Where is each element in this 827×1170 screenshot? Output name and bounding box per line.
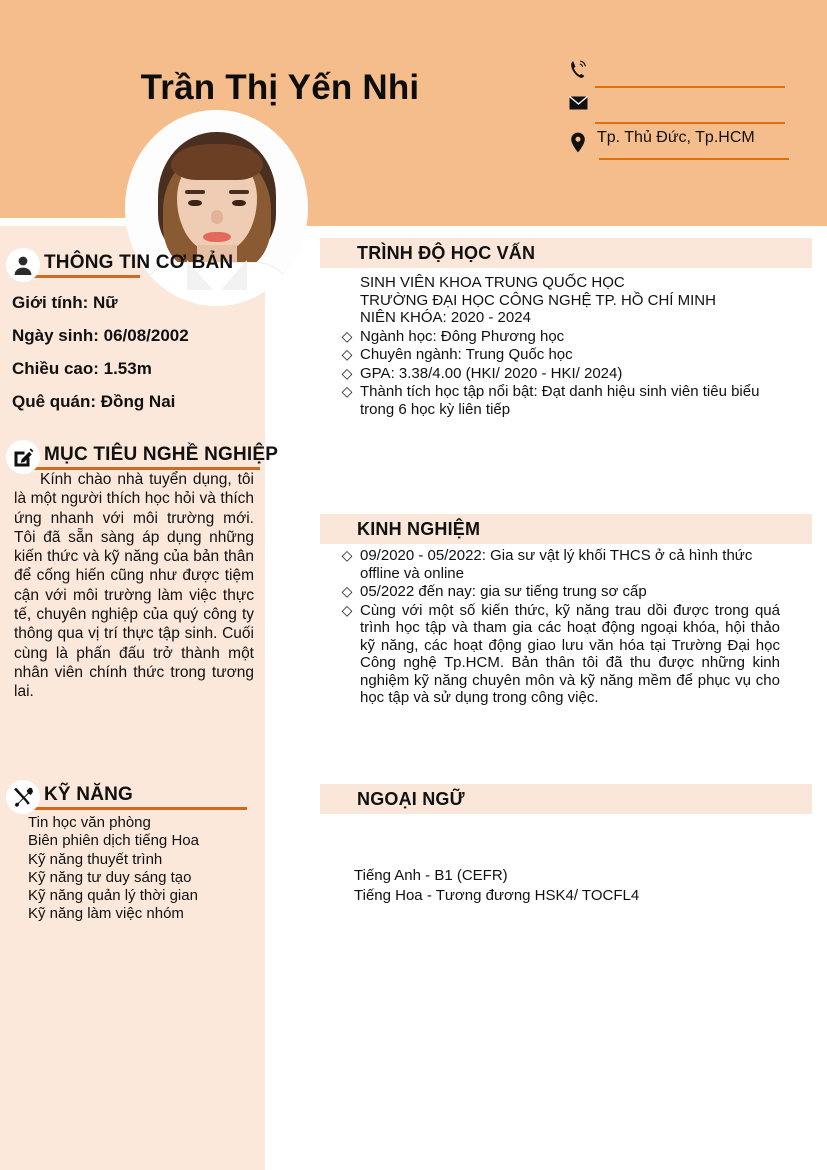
phone-icon — [565, 56, 591, 79]
address-value: Tp. Thủ Đức, Tp.HCM — [597, 129, 755, 146]
education-bullet: Ngành học: Đông Phương học — [360, 327, 565, 345]
person-icon — [6, 248, 40, 282]
list-item — [320, 547, 827, 582]
diamond-bullet-icon: ◇ — [341, 601, 353, 618]
education-bullet: GPA: 3.38/4.00 (HKI/ 2020 - HKI/ 2024) — [360, 364, 623, 382]
diamond-bullet-icon: ◇ — [341, 364, 353, 381]
email-underline — [595, 122, 785, 124]
education-bullet: Chuyên ngành: Trung Quốc học — [360, 346, 573, 363]
education-body — [320, 268, 827, 418]
contact-row-email — [565, 92, 805, 128]
list-item: Biên phiên dịch tiếng Hoa — [28, 832, 199, 850]
address-underline — [599, 158, 789, 160]
list-item: Kỹ năng làm việc nhóm — [28, 905, 184, 923]
section-basic-info — [0, 248, 265, 428]
contact-row-phone — [565, 56, 805, 92]
languages-body — [320, 814, 827, 905]
page-title: Trần Thị Yến Nhi — [140, 68, 420, 107]
list-item: Tiếng Anh - B1 (CEFR) — [354, 867, 508, 884]
list-item — [320, 583, 827, 601]
email-icon — [565, 92, 591, 110]
section-experience — [320, 514, 827, 707]
education-header-bar — [320, 238, 812, 268]
languages-title: NGOẠI NGỮ — [357, 788, 465, 809]
list-item: Tiếng Hoa - Tương đương HSK4/ TOCFL4 — [354, 886, 640, 904]
skills-underline — [28, 807, 247, 810]
education-line: SINH VIÊN KHOA TRUNG QUỐC HỌC — [360, 274, 625, 291]
diamond-bullet-icon: ◇ — [341, 383, 353, 399]
diamond-bullet-icon: ◇ — [341, 583, 353, 599]
list-item — [320, 365, 827, 383]
languages-header-bar — [320, 784, 812, 814]
education-line: NIÊN KHÓA: 2020 - 2024 — [360, 309, 531, 326]
basic-info-list — [12, 286, 262, 418]
section-education — [320, 238, 827, 418]
email-value — [591, 92, 805, 106]
phone-value — [591, 56, 805, 70]
contact-row-address — [565, 128, 805, 164]
list-item — [320, 346, 827, 364]
diamond-bullet-icon: ◇ — [341, 346, 353, 362]
list-item: Giới tính: Nữ — [12, 293, 118, 312]
list-item: Kỹ năng quản lý thời gian — [28, 887, 198, 905]
education-line: TRƯỜNG ĐẠI HỌC CÔNG NGHỆ TP. HỒ CHÍ MINH — [360, 291, 716, 309]
section-skills — [0, 780, 265, 940]
objective-underline — [28, 467, 260, 470]
list-item — [320, 328, 827, 346]
section-languages — [320, 784, 827, 905]
phone-underline — [595, 86, 785, 88]
objective-text: Kính chào nhà tuyển dụng, tôi là một người thích học hỏi và thích ứng nhanh với môi trường mới. Tôi đã sẵn sàng áp dụng những kiến thức và kỹ năng của bản thân để cống hiến cũng như được tiệm cận với môi trường làm việc thực tế, chuyên nghiệp của quý công ty thông qua vị trí thực tập sinh. Cuối cùng là phấn đấu trở thành một nhân viên chính thức trong tương lai. — [14, 471, 254, 701]
tools-icon — [6, 780, 40, 814]
list-item: Kỹ năng thuyết trình — [28, 850, 163, 868]
experience-header-bar — [320, 514, 812, 544]
list-item — [320, 383, 827, 418]
diamond-bullet-icon: ◇ — [341, 547, 353, 563]
education-title: TRÌNH ĐỘ HỌC VẤN — [357, 242, 536, 263]
experience-bullet: 05/2022 đến nay: gia sư tiếng trung sơ cấp — [360, 583, 647, 600]
list-item: Ngày sinh: 06/08/2002 — [12, 326, 189, 345]
list-item: Quê quán: Đồng Nai — [12, 392, 176, 411]
list-item: Chiều cao: 1.53m — [12, 359, 152, 378]
diamond-bullet-icon: ◇ — [341, 327, 353, 344]
basic-info-header — [0, 248, 265, 282]
objective-header — [0, 440, 279, 474]
experience-title: KINH NGHIỆM — [357, 518, 481, 539]
skills-title: KỸ NĂNG — [44, 784, 134, 805]
edit-icon — [6, 440, 40, 474]
basic-info-underline — [28, 275, 140, 278]
section-career-objective — [0, 440, 279, 740]
skills-header — [0, 780, 265, 814]
contact-block — [565, 56, 805, 164]
list-item — [320, 602, 827, 707]
experience-bullet: Cùng với một số kiến thức, kỹ năng trau dồi được trong quá trình học tập và tham gia các hoạt động ngoại khóa, hội thảo kỹ năng, các hoạt động giao lưu văn hóa tại Trường Đại học Công nghệ Tp.HCM. Bản thân tôi đã thu được những kinh nghiệm kỹ năng chuyên môn và kỹ năng mềm để phục vụ cho học tập và sử dụng trong công việc. — [360, 601, 780, 706]
experience-bullet: 09/2020 - 05/2022: Gia sư vật lý khối THCS ở cả hình thức offline và online — [360, 547, 753, 582]
experience-body — [320, 544, 827, 707]
list-item: Kỹ năng tư duy sáng tạo — [28, 868, 192, 886]
objective-title: MỤC TIÊU NGHỀ NGHIỆP — [44, 444, 279, 465]
basic-info-title: THÔNG TIN CƠ BẢN — [44, 252, 234, 273]
education-bullet: Thành tích học tập nổi bật: Đạt danh hiệu sinh viên tiêu biểu trong 6 học kỳ liên tiếp — [360, 383, 760, 418]
list-item: Tin học văn phòng — [28, 814, 151, 831]
skills-list — [28, 814, 258, 924]
location-icon — [565, 128, 591, 153]
